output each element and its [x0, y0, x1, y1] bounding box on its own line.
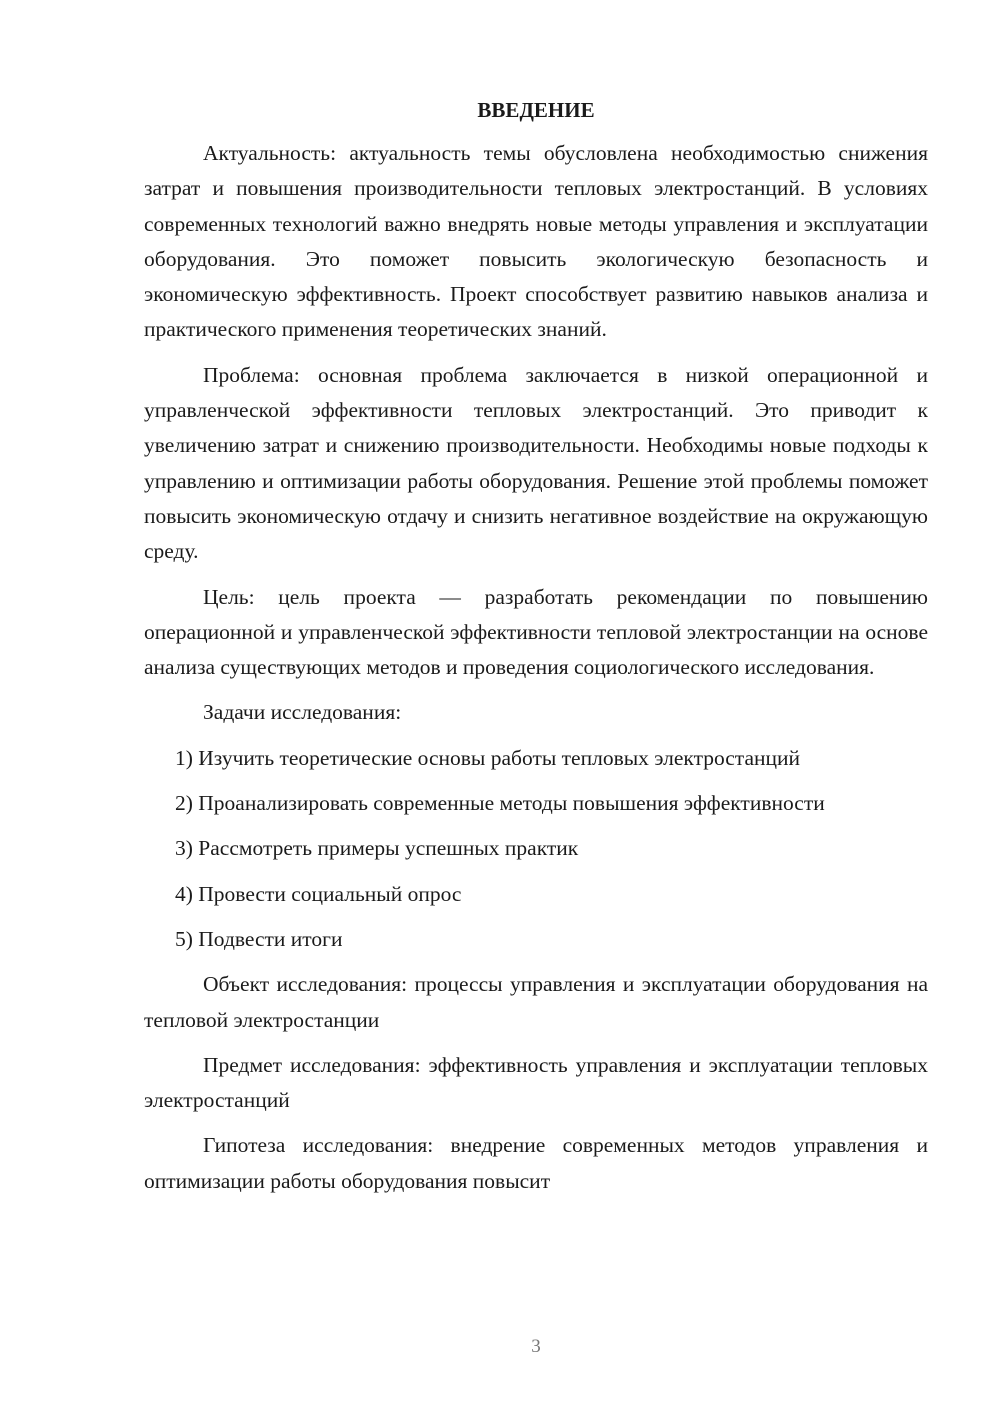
paragraph-object: Объект исследования: процессы управления и эксплуатации оборудования на тепловой электростанции [144, 972, 928, 1032]
paragraph-problem: Проблема: основная проблема заключается в низкой операционной и управленческой эффективности тепловых электростанций. Это приводит к увеличению затрат и снижению производительности. Необходимы новые подходы к управлению и оптимизации работы оборудования. Решение этой проблемы поможет повысить экономическую отдачу и снизить негативное воздействие на окружающую среду. [144, 362, 928, 564]
paragraph-tasks-heading: Задачи исследования: [203, 700, 402, 725]
tasks-list [144, 741, 928, 957]
page-number: 3 [531, 1336, 541, 1357]
list-item: 1) Изучить теоретические основы работы тепловых электростанций [175, 745, 801, 770]
list-item: 2) Проанализировать современные методы повышения эффективности [175, 791, 825, 816]
page-title: ВВЕДЕНИЕ [477, 98, 595, 122]
paragraph-hypothesis: Гипотеза исследования: внедрение современных методов управления и оптимизации работы оборудования повысит [144, 1133, 928, 1193]
list-item: 4) Провести социальный опрос [175, 881, 462, 906]
paragraph-relevance: Актуальность: актуальность темы обусловлена необходимостью снижения затрат и повышения производительности тепловых электростанций. В условиях современных технологий важно внедрять новые методы управления и эксплуатации оборудования. Это поможет повысить экологическую безопасность и экономическую эффективность. Проект способствует развитию навыков анализа и практического применения теоретических знаний. [144, 141, 928, 342]
page-content [144, 96, 928, 1209]
list-item: 5) Подвести итоги [175, 926, 343, 951]
paragraph-goal: Цель: цель проекта — разработать рекомендации по повышению операционной и управленческой эффективности тепловой электростанции на основе анализа существующих методов и проведения социологического исследования. [144, 584, 928, 680]
list-item: 3) Рассмотреть примеры успешных практик [175, 836, 579, 861]
paragraph-subject: Предмет исследования: эффективность управления и эксплуатации тепловых электростанций [144, 1052, 928, 1113]
